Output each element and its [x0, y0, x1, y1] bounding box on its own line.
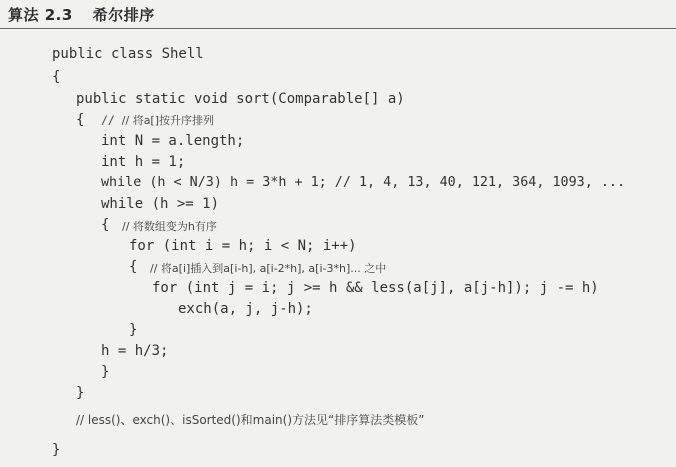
- code-comment-text: // less()、exch()、isSorted()和main()方法见“排序算法类模板”: [76, 413, 425, 427]
- code-comment-text: // 将数组变为h有序: [122, 220, 217, 233]
- code-line: }: [101, 364, 110, 380]
- code-line: }: [52, 442, 61, 458]
- code-line: int h = 1;: [101, 154, 186, 170]
- algorithm-label: 算法 2.3: [8, 6, 73, 24]
- code-line: int N = a.length;: [101, 133, 245, 149]
- code-line: {: [101, 217, 110, 233]
- code-comment: [150, 260, 386, 277]
- code-comment: // // 将a[]按升序排列: [101, 113, 215, 127]
- code-line: for (int j = i; j >= h && less(a[j], a[j-h]); j -= h): [152, 280, 599, 296]
- code-line: {: [52, 69, 61, 85]
- code-line: {: [129, 259, 138, 275]
- code-line: while (h >= 1): [101, 196, 220, 212]
- code-line: {: [76, 112, 85, 128]
- code-line: public static void sort(Comparable[] a): [76, 91, 405, 107]
- code-line: }: [129, 322, 138, 338]
- code-line: h = h/3;: [101, 343, 169, 359]
- code-line: exch(a, j, j-h);: [178, 301, 313, 317]
- code-line: }: [76, 385, 85, 401]
- code-comment: [76, 412, 424, 428]
- algorithm-name: 希尔排序: [92, 6, 155, 24]
- code-comment: [122, 218, 217, 235]
- code-comment-text: // 将a[i]插入到a[i-h], a[i-2*h], a[i-3*h]... 之中: [150, 262, 387, 275]
- code-comment-text: // 将a[]按升序排列: [121, 114, 215, 127]
- code-line: while (h < N/3) h = 3*h + 1; // 1, 4, 13, 40, 121, 364, 1093, ...: [101, 175, 626, 190]
- code-line: for (int i = h; i < N; i++): [129, 238, 357, 254]
- code-line: public class Shell: [52, 46, 204, 62]
